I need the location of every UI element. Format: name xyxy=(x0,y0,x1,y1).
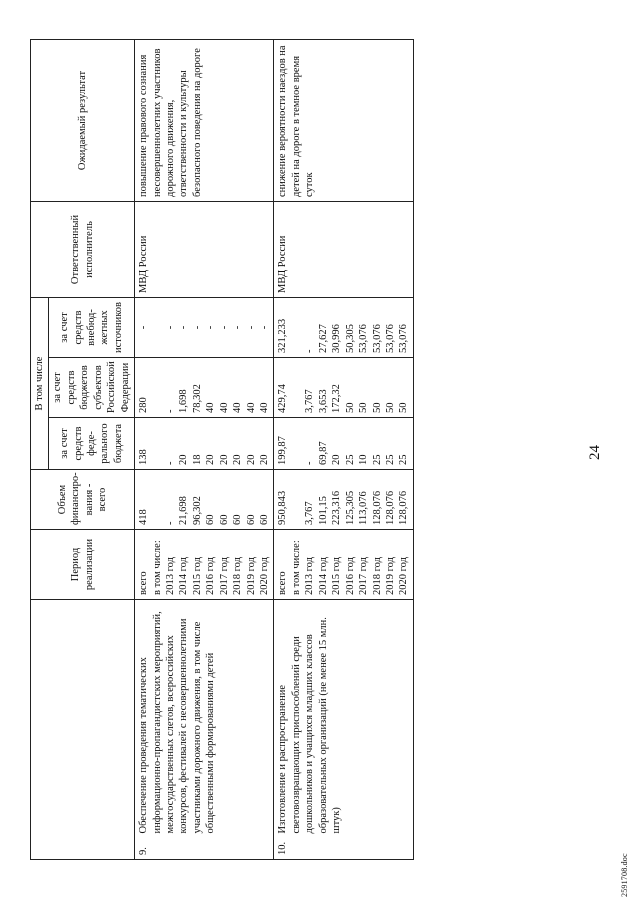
period: 2018 год xyxy=(232,557,244,595)
value: 113,076 xyxy=(358,491,370,525)
value: 128,076 xyxy=(384,490,396,525)
value xyxy=(151,362,164,413)
header-regional: за счет средств бюджетов субъектов Российской Федерации xyxy=(49,358,135,418)
value: 60 xyxy=(232,514,244,525)
value: 78,302 xyxy=(191,384,203,413)
header-row-top xyxy=(31,40,49,860)
value: 60 xyxy=(245,514,257,525)
value xyxy=(151,422,164,465)
value: 53,076 xyxy=(384,324,396,353)
period: 2017 год xyxy=(218,557,230,595)
value: - xyxy=(304,349,316,353)
value: 950,843 xyxy=(277,490,289,525)
row-federal xyxy=(274,418,413,470)
value: 40 xyxy=(218,402,230,413)
period: 2013 год xyxy=(304,557,316,595)
table-row xyxy=(135,40,274,860)
value: - xyxy=(218,325,230,330)
row-number: 10. xyxy=(274,838,413,860)
value: 40 xyxy=(205,402,217,413)
period: 2017 год xyxy=(358,557,370,595)
row-result: снижение вероятности наездов на детей на дороге в темное время суток xyxy=(274,40,413,202)
value: 20 xyxy=(232,454,244,465)
row-periods xyxy=(274,530,413,600)
value: 30,996 xyxy=(331,324,343,353)
value: 280 xyxy=(138,397,150,413)
value: 50 xyxy=(371,402,383,413)
value: 3,767 xyxy=(304,389,316,413)
value: 69,87 xyxy=(317,441,329,465)
value: 20 xyxy=(331,454,343,465)
value: 321,233 xyxy=(277,318,289,353)
value xyxy=(151,302,164,353)
value: - xyxy=(164,409,176,413)
value: 20 xyxy=(245,454,257,465)
value: 101,15 xyxy=(317,496,329,525)
value: 96,302 xyxy=(191,496,203,525)
value xyxy=(290,302,303,353)
row-regional xyxy=(135,358,274,418)
value xyxy=(290,422,303,465)
header-in-that-number: В том числе xyxy=(31,298,49,470)
value: - xyxy=(232,325,244,330)
value: - xyxy=(259,325,270,330)
value: 25 xyxy=(371,454,383,465)
value: 40 xyxy=(232,402,244,413)
value: - xyxy=(205,325,217,330)
header-extra: за счет средств внебюд-жетных источников xyxy=(49,298,135,358)
value: 20 xyxy=(178,454,190,465)
value: 25 xyxy=(398,454,410,465)
value: 50 xyxy=(398,402,410,413)
period: 2013 год xyxy=(164,557,176,595)
period: 2016 год xyxy=(205,557,217,595)
value: 223,316 xyxy=(331,490,343,525)
period: 2015 год xyxy=(331,557,343,595)
value: 128,076 xyxy=(371,490,383,525)
value: 21,698 xyxy=(178,496,190,525)
value: 50,305 xyxy=(344,324,356,353)
row-executor: МВД России xyxy=(274,202,413,298)
value: - xyxy=(178,325,190,330)
value xyxy=(290,362,303,413)
value: 128,076 xyxy=(398,490,410,525)
value: 40 xyxy=(245,402,257,413)
period: 2014 год xyxy=(178,557,190,595)
value: - xyxy=(164,521,176,525)
value: 40 xyxy=(259,402,270,413)
header-federal: за счет средств феде-рального бюджета xyxy=(49,418,135,470)
value: - xyxy=(245,325,257,330)
value: 172,32 xyxy=(331,384,343,413)
row-extra xyxy=(274,298,413,358)
value: 50 xyxy=(384,402,396,413)
value: - xyxy=(164,325,176,330)
value: 125,305 xyxy=(344,490,356,525)
value: 50 xyxy=(344,402,356,413)
header-title xyxy=(31,600,135,838)
value: 53,076 xyxy=(398,324,410,353)
row-periods xyxy=(135,530,274,600)
period: 2019 год xyxy=(245,557,257,595)
value: 429,74 xyxy=(277,384,289,413)
value: 50 xyxy=(358,402,370,413)
table-row xyxy=(274,40,413,860)
row-title: Обеспечение проведения тематических информационно-пропагандистских мероприятий, межгосударственных слетов, всероссийских конкурсов, фестивалей с несовершеннолетними участниками дорожного движения, в том числе общественными формированиями детей xyxy=(135,600,274,838)
value: 18 xyxy=(191,454,203,465)
header-total: Объем финансиро-вания - всего xyxy=(31,470,135,530)
value: 20 xyxy=(218,454,230,465)
row-total xyxy=(274,470,413,530)
value: 3,767 xyxy=(304,501,316,525)
period: 2019 год xyxy=(384,557,396,595)
value: 418 xyxy=(138,509,150,525)
value: 25 xyxy=(384,454,396,465)
row-executor: МВД России xyxy=(135,202,274,298)
page-number: 24 xyxy=(587,445,603,460)
value: 60 xyxy=(218,514,230,525)
value: 10 xyxy=(358,454,370,465)
period: всего xyxy=(277,571,289,595)
value xyxy=(151,474,164,525)
header-period: Период реализации xyxy=(31,530,135,600)
value: 60 xyxy=(259,514,270,525)
row-regional xyxy=(274,358,413,418)
value xyxy=(290,474,303,525)
period: в том числе: xyxy=(290,540,302,595)
row-result: повышение правового сознания несовершеннолетних участников дорожного движения, ответственности и культуры безопасного поведения на дороге xyxy=(135,40,274,202)
period: 2020 год xyxy=(398,557,410,595)
row-title: Изготовление и распространение световозвращающих приспособлений среди дошкольников и учащихся младших классов образовательных организаций (не менее 15 млн. штук) xyxy=(274,600,413,838)
period: в том числе: xyxy=(151,540,163,595)
value: 53,076 xyxy=(371,324,383,353)
period: всего xyxy=(138,571,150,595)
value: 20 xyxy=(205,454,217,465)
value: 53,076 xyxy=(358,324,370,353)
value: 1,698 xyxy=(178,389,190,413)
period: 2016 год xyxy=(344,557,356,595)
row-extra xyxy=(135,298,274,358)
value: 27,627 xyxy=(317,324,329,353)
row-federal xyxy=(135,418,274,470)
header-executor: Ответственный исполнитель xyxy=(31,202,135,298)
period: 2014 год xyxy=(317,557,329,595)
footer-filename: 2591708.doc xyxy=(620,853,629,897)
header-number xyxy=(31,838,135,860)
value: 138 xyxy=(138,449,150,465)
value: - xyxy=(191,325,203,330)
header-result: Ожидаемый результат xyxy=(31,40,135,202)
row-number: 9. xyxy=(135,838,274,860)
period: 2020 год xyxy=(259,557,270,595)
value: 60 xyxy=(205,514,217,525)
row-total xyxy=(135,470,274,530)
value: 25 xyxy=(344,454,356,465)
program-table xyxy=(30,39,414,860)
value: - xyxy=(164,461,176,465)
value: 3,653 xyxy=(317,389,329,413)
period: 2018 год xyxy=(371,557,383,595)
value: - xyxy=(304,461,316,465)
value: 20 xyxy=(259,454,270,465)
value: - xyxy=(138,325,150,330)
value: 199,87 xyxy=(277,436,289,465)
period: 2015 год xyxy=(191,557,203,595)
